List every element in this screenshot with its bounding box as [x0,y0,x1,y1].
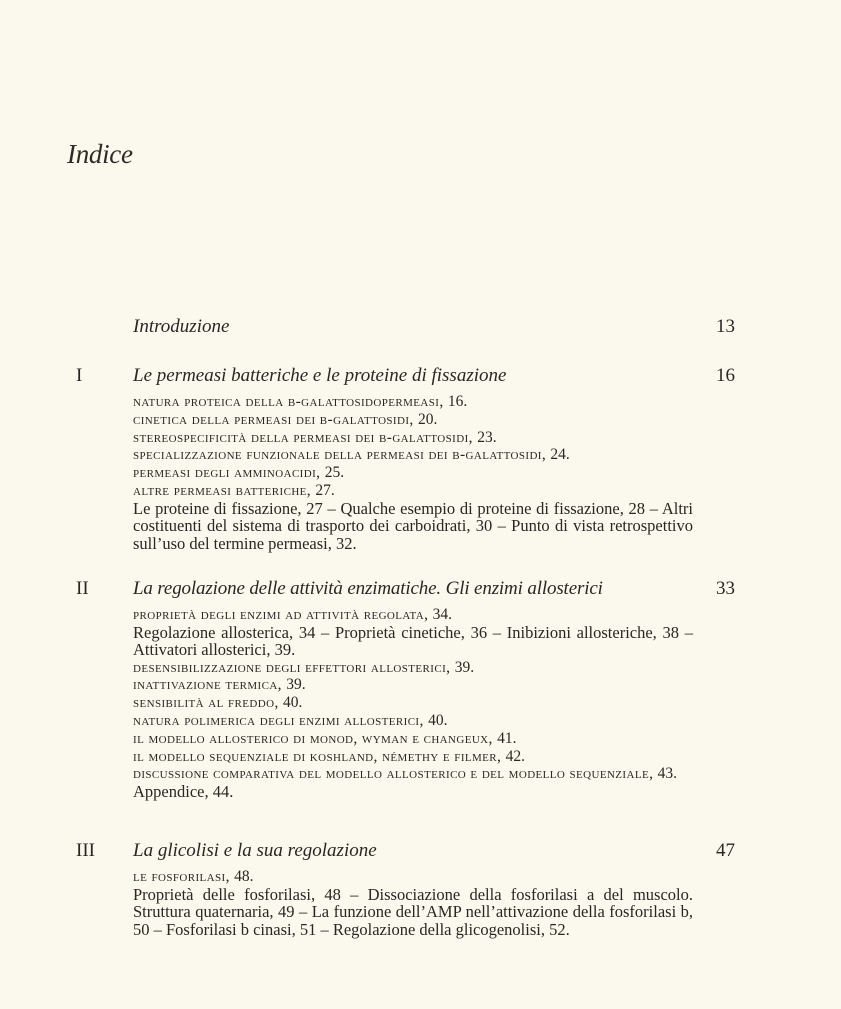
chapter-page: 13 [716,316,735,337]
chapter-entries [133,606,693,801]
entry-text: natura polimerica degli enzimi allosterici [133,712,420,729]
chapter-entries [133,868,693,938]
entry-text: specializzazione funzionale della permeasi dei β-galattosidi [133,446,542,464]
entry-text: discussione comparativa del modello allosterico e del modello sequenziale [133,765,650,783]
chapter-number: III [76,840,95,861]
entry-text: natura proteica della β-galattosidopermeasi [133,393,440,410]
entry-text: permeasi degli amminoacidi [133,464,317,482]
toc-entry[interactable]: il modello sequenziale di koshland, némethy e filmer, 42. [133,747,525,765]
chapter-page: 16 [716,365,735,386]
entry-text: Proprietà delle fosforilasi, 48 – Dissociazione della fosforilasi a del muscolo. Struttura quaternaria, 49 – La funzione dell’AMP nell’attivazione della fosforilasi b, 50 – Fosforilasi b cinasi, 51 – Regolazione della glicogenolisi, 52. [133,884,693,939]
entry-page: 41. [497,729,517,747]
toc-entry[interactable] [133,624,693,659]
toc-entry[interactable] [133,783,693,800]
entry-page: 24. [550,446,570,464]
toc-entry[interactable]: le fosforilasi, 48. [133,868,254,885]
entry-page: 40. [283,694,303,712]
toc-entry[interactable]: inattivazione termica, 39. [133,676,306,694]
entry-page: 34. [432,606,453,623]
chapter-page: 33 [716,578,735,599]
chapter-page: 47 [716,840,735,861]
chapter-title: La glicolisi e la sua regolazione [133,840,377,861]
entry-text: le fosforilasi [133,868,226,885]
entry-page: 23. [477,428,497,446]
chapter-title: Introduzione [133,316,230,337]
entry-text: Appendice, 44. [133,782,234,802]
entry-text: altre permeasi batteriche [133,481,307,499]
entry-text: stereospecificità della permeasi dei β-galattosidi [133,428,469,446]
toc-entry[interactable]: natura proteica della β-galattosidopermeasi, 16. [133,393,468,410]
entry-text: sensibilità al freddo [133,694,275,712]
entry-page: 25. [324,464,345,482]
chapter-title: La regolazione delle attività enzimatiche. Gli enzimi allosterici [133,578,603,599]
entry-page: 43. [657,765,678,783]
toc-entry[interactable]: il modello allosterico di monod, wyman e changeux, 41. [133,729,517,747]
entry-page: 42. [505,747,525,765]
entry-text: Regolazione allosterica, 34 – Proprietà cinetiche, 36 – Inibizioni allosteriche, 38 – Attivatori allosterici, 39. [133,622,693,660]
toc-entry[interactable] [133,886,693,938]
entry-page: 48. [234,868,254,885]
toc-entry[interactable]: specializzazione funzionale della permeasi dei β-galattosidi, 24. [133,446,570,464]
entry-page: 27. [315,481,335,499]
toc-entry[interactable]: proprietà degli enzimi ad attività regolata, 34. [133,606,453,623]
entry-text: proprietà degli enzimi ad attività regolata [133,606,425,623]
toc-entry[interactable]: natura polimerica degli enzimi allosterici, 40. [133,712,448,729]
entry-page: 20. [417,410,438,428]
chapter-number: II [76,578,89,599]
entry-text: il modello allosterico di monod, wyman e changeux [133,729,489,747]
entry-text: inattivazione termica [133,676,278,694]
toc-entry[interactable]: cinetica della permeasi dei β-galattosidi, 20. [133,410,438,428]
entry-page: 16. [447,393,468,410]
toc-entry[interactable]: desensibilizzazione degli effettori allosterici, 39. [133,658,475,676]
chapter-number: I [76,365,83,386]
entry-text: Le proteine di fissazione, 27 – Qualche esempio di proteine di fissazione, 28 – Altri costituenti del sistema di trasporto dei carboidrati, 30 – Punto di vista retrospettivo sull’uso del termine permeasi, 32. [133,498,693,553]
toc-entry[interactable]: sensibilità al freddo, 40. [133,694,303,712]
entry-page: 39. [454,658,475,676]
toc-entry[interactable]: permeasi degli amminoacidi, 25. [133,464,345,482]
toc-entry[interactable] [133,500,693,552]
entry-text: desensibilizzazione degli effettori allosterici [133,658,447,676]
toc-entry[interactable]: discussione comparativa del modello allosterico e del modello sequenziale, 43. [133,765,678,783]
chapter-title: Le permeasi batteriche e le proteine di fissazione [133,365,507,386]
chapter-entries [133,393,693,552]
entry-page: 40. [428,712,448,729]
entry-text: il modello sequenziale di koshland, némethy e filmer [133,747,498,765]
toc-entry[interactable]: altre permeasi batteriche, 27. [133,481,335,499]
entry-page: 39. [286,676,306,694]
entry-text: cinetica della permeasi dei β-galattosidi [133,410,410,428]
toc-entry[interactable]: stereospecificità della permeasi dei β-galattosidi, 23. [133,428,497,446]
page-title: Indice [67,139,133,169]
